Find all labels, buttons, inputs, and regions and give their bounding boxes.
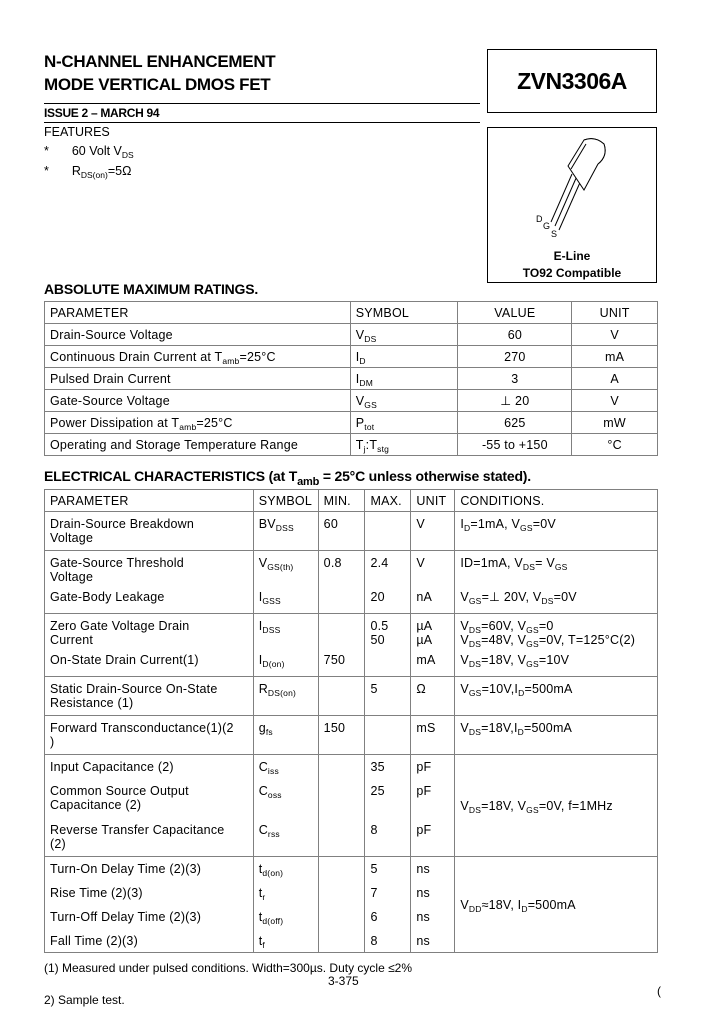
table-row (45, 590, 658, 614)
unit-value: µA (416, 619, 433, 633)
cond: I (460, 517, 465, 531)
unit-cell: mA (572, 346, 658, 368)
cond: =18V,I (481, 721, 518, 735)
cond: = V (535, 556, 555, 570)
symbol-cell (350, 368, 458, 390)
cond-sub: DS (522, 562, 536, 572)
unit-cell: nA (411, 590, 455, 614)
symbol-cell (253, 551, 318, 590)
value-cell: ⊥ 20 (458, 390, 572, 412)
symbol: P (355, 415, 365, 430)
max-cell: 6 (365, 905, 411, 929)
param-sub: amb (222, 355, 240, 366)
param-line: Static Drain-Source On-State (50, 682, 218, 696)
param-cell: On-State Drain Current(1) (45, 653, 254, 677)
cond-sub: DS (468, 658, 482, 669)
cond: V (460, 652, 469, 667)
symbol: t (258, 885, 263, 900)
symbol-cell (253, 818, 318, 857)
cond-sub: D (464, 523, 471, 533)
col-header: PARAMETER (45, 490, 254, 512)
cond-sub: DD (468, 903, 482, 914)
unit-cell: mS (411, 716, 455, 755)
cond-sub: GS (468, 595, 482, 606)
cond: =48V, V (481, 633, 527, 647)
max-cell: 7 (365, 881, 411, 905)
max-cell (365, 653, 411, 677)
param-line: Resistance (1) (50, 696, 134, 710)
symbol-sub: stg (377, 443, 390, 454)
param-line: Drain-Source Breakdown (50, 517, 195, 531)
feature-after: =5Ω (107, 164, 132, 178)
symbol-sub: fs (265, 727, 273, 737)
cond-sub: DS (468, 727, 482, 737)
min-cell: 750 (318, 653, 365, 677)
cond-cell (455, 677, 658, 716)
cond: =10V,I (481, 682, 519, 696)
param-cell: Turn-Off Delay Time (2)(3) (45, 905, 254, 929)
param-cell: Turn-On Delay Time (2)(3) (45, 857, 254, 881)
param-sub: amb (179, 421, 197, 432)
table-row (45, 324, 658, 346)
symbol: t (258, 933, 263, 948)
cond: =0V (532, 517, 556, 531)
unit-value: µA (416, 633, 433, 647)
max-value: 50 (370, 633, 385, 647)
cond: V (460, 633, 469, 647)
cond-sub: GS (526, 625, 539, 635)
table-row (45, 551, 658, 590)
cond: =60V, V (481, 619, 527, 633)
pin-label-s: S (551, 229, 558, 239)
cond-sub: DS (468, 804, 482, 815)
max-cell (365, 716, 411, 755)
cond-cell (455, 716, 658, 755)
param-cell (45, 390, 351, 412)
min-cell (318, 614, 365, 653)
cond-line (460, 619, 652, 633)
table-row (45, 346, 658, 368)
param-line: (2) (50, 836, 66, 851)
symbol-sub: GS(th) (267, 562, 294, 572)
symbol: t (258, 862, 263, 876)
unit-cell: pF (411, 755, 455, 779)
param-cell (45, 412, 351, 434)
value-cell: 270 (458, 346, 572, 368)
table-row (45, 857, 658, 881)
cond: ID=1mA, V (460, 556, 523, 570)
unit-cell: V (572, 324, 658, 346)
part-number: ZVN3306A (517, 67, 627, 94)
table-row (45, 512, 658, 551)
param-cell (45, 716, 254, 755)
cond: =500mA (527, 897, 576, 912)
cond: =18V, V (481, 798, 527, 813)
unit-cell: V (411, 512, 455, 551)
table-row (45, 755, 658, 779)
symbol-cell (350, 434, 458, 456)
cond-line (460, 633, 652, 647)
col-header: UNIT (572, 302, 658, 324)
symbol-cell (253, 716, 318, 755)
param: Operating and Storage Temperature Range (50, 437, 299, 452)
cond: =10V (538, 652, 570, 667)
page-number: 3-375 (328, 974, 359, 988)
symbol-cell (350, 324, 458, 346)
param-after: =25°C (239, 349, 276, 364)
symbol: I (258, 589, 263, 604)
feature-text: 60 Volt V (71, 144, 122, 158)
min-cell: 150 (318, 716, 365, 755)
elec-title-pre: ELECTRICAL CHARACTERISTICS (at T (44, 468, 298, 484)
cond-sub: GS (526, 804, 539, 815)
table-row (45, 614, 658, 653)
symbol-cell (253, 905, 318, 929)
symbol-cell (253, 590, 318, 614)
param-cell (45, 551, 254, 590)
feature-bullet: * (44, 144, 49, 158)
feature-item (44, 144, 134, 158)
col-header: VALUE (458, 302, 572, 324)
param-cell: Rise Time (2)(3) (45, 881, 254, 905)
abs-max-title: ABSOLUTE MAXIMUM RATINGS. (44, 281, 259, 297)
cond: V (460, 619, 469, 633)
symbol-sub: iss (267, 766, 279, 776)
feature-bullet: * (44, 164, 49, 178)
cond-sub: GS (526, 639, 539, 649)
symbol: C (258, 822, 268, 837)
min-cell (318, 677, 365, 716)
unit-cell: pF (411, 779, 455, 818)
max-cell: 5 (365, 857, 411, 881)
table-row (45, 716, 658, 755)
param-line: Reverse Transfer Capacitance (50, 822, 225, 837)
package-compat: TO92 Compatible (522, 266, 622, 280)
footnote-2: 2) Sample test. (44, 993, 125, 1007)
param-line: ) (50, 735, 55, 749)
col-header: UNIT (411, 490, 455, 512)
param-cell (45, 368, 351, 390)
symbol-cell (253, 929, 318, 953)
unit-cell: pF (411, 818, 455, 857)
param: Power Dissipation at T (50, 415, 180, 430)
max-cell (365, 512, 411, 551)
min-cell (318, 881, 365, 905)
package-box (487, 127, 657, 283)
unit-cell: mW (572, 412, 658, 434)
symbol: I (355, 349, 360, 364)
symbol: I (355, 371, 360, 386)
symbol-sub: tot (364, 421, 375, 432)
symbol: BV (258, 517, 276, 531)
param: Drain-Source Voltage (50, 327, 173, 342)
min-cell (318, 779, 365, 818)
pin-label-g: G (543, 221, 551, 231)
symbol-mid: :T (365, 437, 378, 452)
max-cell: 2.4 (365, 551, 411, 590)
symbol-cell (253, 755, 318, 779)
cond: V (460, 897, 469, 912)
unit-cell (411, 614, 455, 653)
symbol-cell (253, 677, 318, 716)
symbol-sub: j (363, 443, 366, 454)
symbol-sub: GSS (262, 595, 281, 606)
symbol: T (355, 437, 364, 452)
symbol: t (258, 909, 263, 924)
stray-paren: ( (657, 984, 661, 998)
symbol-cell (253, 512, 318, 551)
symbol-sub: oss (267, 789, 282, 800)
unit-cell: V (572, 390, 658, 412)
param-cell (45, 434, 351, 456)
symbol-sub: DSS (262, 625, 281, 635)
max-cell (365, 614, 411, 653)
cond-sub: GS (468, 688, 482, 698)
issue-rule (44, 122, 480, 123)
table-row (45, 434, 658, 456)
param-cell: Input Capacitance (2) (45, 755, 254, 779)
feature-item (44, 164, 131, 178)
footnote-1: (1) Measured under pulsed conditions. Width=300µs. Duty cycle ≤2% (44, 961, 413, 975)
cond-sub: GS (526, 658, 539, 669)
cond-sub: DS (468, 639, 482, 649)
symbol-cell (253, 857, 318, 881)
elec-title-post: = 25°C unless otherwise stated). (319, 468, 531, 484)
features-heading: FEATURES (44, 125, 110, 139)
cond-sub: DS (468, 625, 482, 635)
param-line: Gate-Source Threshold (50, 556, 184, 570)
param-line: Voltage (50, 570, 94, 584)
cond-sub: GS (554, 562, 568, 572)
table-header-row (45, 490, 658, 512)
min-cell (318, 818, 365, 857)
issue-date: ISSUE 2 – MARCH 94 (44, 106, 160, 120)
cond: =⊥ 20V, V (481, 589, 542, 604)
col-header: SYMBOL (253, 490, 318, 512)
max-cell: 8 (365, 818, 411, 857)
param-line: Capacitance (2) (50, 797, 142, 812)
symbol-sub: d(off) (262, 915, 284, 926)
param-cell (45, 512, 254, 551)
cond-sub: GS (520, 523, 533, 533)
col-header: MAX. (365, 490, 411, 512)
table-row (45, 653, 658, 677)
feature-sub: DS (121, 150, 134, 160)
unit-cell: ns (411, 905, 455, 929)
elec-title (44, 468, 531, 488)
unit-cell: °C (572, 434, 658, 456)
col-header: PARAMETER (45, 302, 351, 324)
value-cell: -55 to +150 (458, 434, 572, 456)
elec-table (44, 489, 658, 953)
symbol-cell (253, 653, 318, 677)
title-line-1: N-CHANNEL ENHANCEMENT (44, 52, 276, 71)
table-row (45, 677, 658, 716)
abs-max-table (44, 301, 658, 456)
unit-cell: ns (411, 857, 455, 881)
param-cell (45, 324, 351, 346)
cond-cell (455, 512, 658, 551)
max-cell: 25 (365, 779, 411, 818)
symbol-sub: DM (359, 377, 374, 388)
unit-cell: ns (411, 929, 455, 953)
symbol: C (258, 783, 268, 798)
title-line-2: MODE VERTICAL DMOS FET (44, 75, 271, 94)
param-line: Common Source Output (50, 783, 189, 798)
symbol-sub: DS (364, 333, 377, 344)
param-cell: Fall Time (2)(3) (45, 929, 254, 953)
max-cell: 8 (365, 929, 411, 953)
cond-cell (455, 551, 658, 590)
cond: =0 (538, 619, 554, 633)
param-cell (45, 779, 254, 818)
min-cell: 0.8 (318, 551, 365, 590)
feature-text: R (71, 164, 81, 178)
cond: V (460, 682, 469, 696)
symbol-cell (350, 346, 458, 368)
min-cell (318, 590, 365, 614)
cond: =0V, T=125°C(2) (538, 633, 636, 647)
param: Gate-Source Voltage (50, 393, 170, 408)
cond: =0V, f=1MHz (538, 798, 613, 813)
cond: =0V (553, 589, 577, 604)
symbol-sub: d(on) (262, 868, 284, 878)
cond-sub: D (517, 727, 524, 737)
unit-cell: Ω (411, 677, 455, 716)
unit-cell: mA (411, 653, 455, 677)
package-name: E-Line (553, 249, 591, 263)
table-row (45, 390, 658, 412)
min-cell (318, 929, 365, 953)
symbol: I (258, 652, 263, 667)
symbol-cell (253, 779, 318, 818)
min-cell (318, 755, 365, 779)
param-cell (45, 677, 254, 716)
feature-sub: DS(on) (80, 170, 108, 180)
table-header-row (45, 302, 658, 324)
cond-cell (455, 857, 658, 953)
symbol-cell (350, 412, 458, 434)
symbol: g (258, 721, 266, 735)
cond-sub: D (518, 688, 525, 698)
symbol-sub: DS(on) (267, 688, 297, 698)
param-cell (45, 818, 254, 857)
max-cell: 20 (365, 590, 411, 614)
value-cell: 60 (458, 324, 572, 346)
param: Continuous Drain Current at T (50, 349, 223, 364)
elec-title-sub: amb (297, 476, 320, 488)
symbol-sub: D (359, 355, 366, 366)
param-line: Forward Transconductance(1)(2 (50, 721, 234, 735)
param-after: =25°C (196, 415, 233, 430)
symbol: V (355, 393, 365, 408)
symbol: I (258, 619, 263, 633)
symbol-sub: rss (267, 828, 280, 839)
min-cell (318, 857, 365, 881)
symbol-cell (253, 614, 318, 653)
symbol-cell (253, 881, 318, 905)
header-rule (44, 103, 480, 104)
param-cell: Gate-Body Leakage (45, 590, 254, 614)
symbol: R (258, 682, 268, 696)
symbol-sub: DSS (275, 523, 294, 533)
cond: =18V, V (481, 652, 527, 667)
symbol-sub: r (262, 891, 266, 902)
cond-cell (455, 590, 658, 614)
cond-sub: DS (541, 595, 554, 606)
part-number-box (487, 49, 657, 113)
symbol: V (258, 556, 268, 570)
cond: V (460, 798, 469, 813)
symbol-sub: GS (364, 399, 377, 410)
cond-cell (455, 653, 658, 677)
max-value: 0.5 (370, 619, 389, 633)
cond-cell (455, 614, 658, 653)
param-line: Voltage (50, 531, 94, 545)
max-cell: 5 (365, 677, 411, 716)
col-header: CONDITIONS. (455, 490, 658, 512)
page-title (44, 50, 275, 96)
param-cell (45, 614, 254, 653)
table-row (45, 368, 658, 390)
symbol: C (258, 760, 268, 774)
pin-label-d: D (536, 214, 543, 224)
param-line: Zero Gate Voltage Drain (50, 619, 190, 633)
symbol-cell (350, 390, 458, 412)
param-cell (45, 346, 351, 368)
max-cell: 35 (365, 755, 411, 779)
param: Pulsed Drain Current (50, 371, 171, 386)
param-line: Current (50, 633, 94, 647)
symbol-sub: f (262, 939, 265, 950)
value-cell: 3 (458, 368, 572, 390)
table-row (45, 412, 658, 434)
cond: ≈18V, I (481, 897, 522, 912)
cond: V (460, 721, 469, 735)
min-cell: 60 (318, 512, 365, 551)
cond-cell (455, 755, 658, 857)
value-cell: 625 (458, 412, 572, 434)
cond: V (460, 589, 469, 604)
unit-cell: ns (411, 881, 455, 905)
unit-cell: A (572, 368, 658, 390)
cond-sub: D (521, 903, 528, 914)
symbol-sub: D(on) (262, 658, 285, 669)
min-cell (318, 905, 365, 929)
cond: =500mA (523, 721, 573, 735)
unit-cell: V (411, 551, 455, 590)
symbol: V (355, 327, 365, 342)
col-header: MIN. (318, 490, 365, 512)
cond: =500mA (524, 682, 573, 696)
col-header: SYMBOL (350, 302, 458, 324)
cond: =1mA, V (470, 517, 521, 531)
